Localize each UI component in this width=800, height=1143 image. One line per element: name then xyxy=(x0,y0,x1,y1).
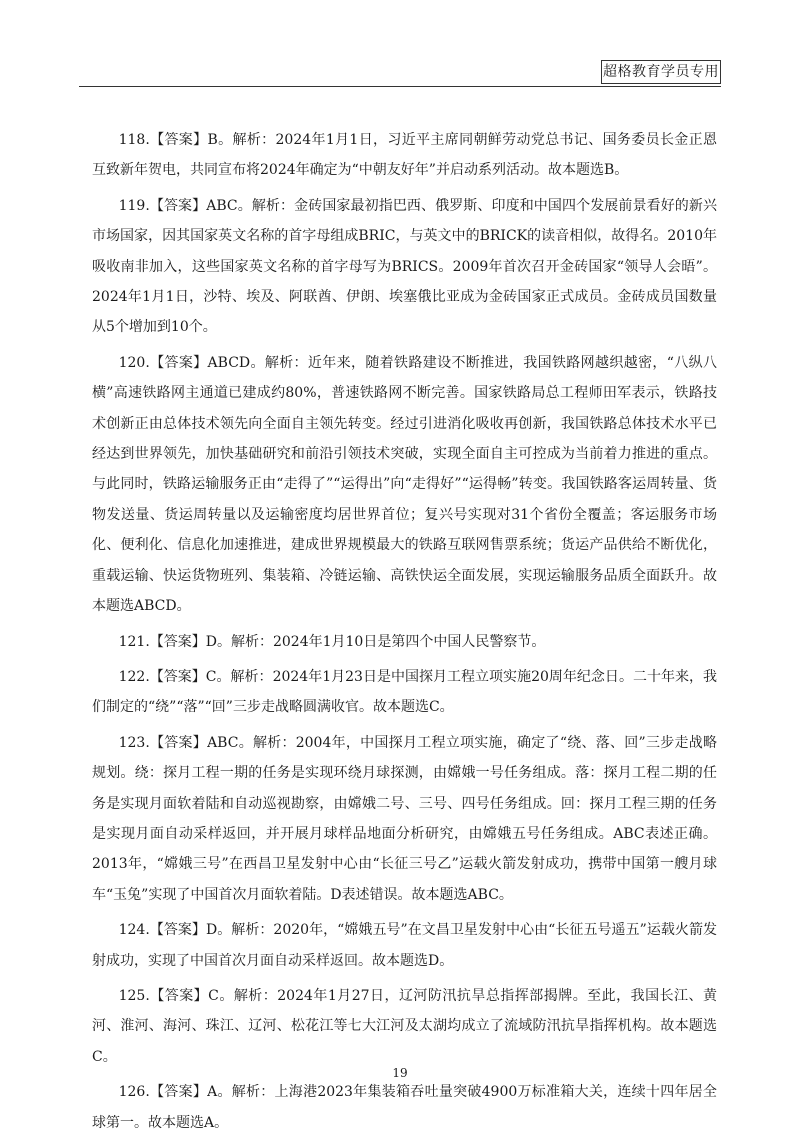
answer-125: 125.【答案】C。解析：2024年1月27日，辽河防汛抗旱总指挥部揭牌。至此，我国长江、黄河、淮河、海河、珠江、辽河、松花江等七大江河及太湖均成立了流域防汛抗旱指挥机构。故本题选C。 xyxy=(92,987,717,1065)
answer-120: 120.【答案】ABCD。解析：近年来，随着铁路建设不断推进，我国铁路网越织越密，“八纵八横”高速铁路网主通道已建成约80%，普速铁路网不断完善。国家铁路局总工程师田军表示，铁路技术创新正由总体技术领先向全面自主领先转变。经过引进消化吸收再创新，我国铁路总体技术水平已经达到世界领先，加快基础研究和前沿引领技术突破，实现全面自主可控成为当前着力推进的重点。与此同时，铁路运输服务正由“走得了”“运得出”向“走得好”“运得畅”转变。我国铁路客运周转量、货物发送量、货运周转量以及运输密度均居世界首位；复兴号实现对31个省份全覆盖；客运服务市场化、便利化、信息化加速推进，建成世界规模最大的铁路互联网售票系统；货运产品供给不断优化，重载运输、快运货物班列、集装箱、冷链运输、高铁快运全面发展，实现运输服务品质全面跃升。故本题选ABCD。 xyxy=(92,354,717,615)
answer-126: 126.【答案】A。解析：上海港2023年集装箱吞吐量突破4900万标准箱大关，连续十四年居全球第一。故本题选A。 xyxy=(92,1084,717,1131)
answer-124: 124.【答案】D。解析：2020年，“嫦娥五号”在文昌卫星发射中心由“长征五号遥五”运载火箭发射成功，实现了中国首次月面自动采样返回。故本题选D。 xyxy=(92,922,717,969)
answer-121: 121.【答案】D。解析：2024年1月10日是第四个中国人民警察节。 xyxy=(118,633,546,650)
page-number: 19 xyxy=(392,1066,408,1080)
answer-123: 123.【答案】ABC。解析：2004年，中国探月工程立项实施，确定了“绕、落、回”三步走战略规划。绕：探月工程一期的任务是实现环绕月球探测，由嫦娥一号任务组成。落：探月工程二期的任务是实现月面软着陆和自动巡视勘察，由嫦娥二号、三号、四号任务组成。回：探月工程三期的任务是实现月面自动采样返回，并开展月球样品地面分析研究，由嫦娥五号任务组成。ABC表述正确。2013年，“嫦娥三号”在西昌卫星发射中心由“长征三号乙”运载火箭发射成功，携带中国第一艘月球车“玉兔”实现了中国首次月面软着陆。D表述错误。故本题选ABC。 xyxy=(92,734,717,903)
answer-119: 119.【答案】ABC。解析：金砖国家最初指巴西、俄罗斯、印度和中国四个发展前景看好的新兴市场国家，因其国家英文名称的首字母组成BRIC，与英文中的BRICK的读音相似，故得名。2010年吸收南非加入，这些国家英文名称的首字母写为BRICS。2009年首次召开金砖国家“领导人会晤”。2024年1月1日，沙特、埃及、阿联酋、伊朗、埃塞俄比亚成为金砖国家正式成员。金砖成员国数量从5个增加到10个。 xyxy=(92,197,717,336)
answer-122: 122.【答案】C。解析：2024年1月23日是中国探月工程立项实施20周年纪念日。二十年来，我们制定的“绕”“落”“回”三步走战略圆满收官。故本题选C。 xyxy=(92,668,717,716)
answer-explanations xyxy=(92,125,717,1143)
header-label: 超格教育学员专用 xyxy=(601,60,721,84)
header-divider xyxy=(79,86,721,87)
answer-118: 118.【答案】B。解析：2024年1月1日，习近平主席同朝鲜劳动党总书记、国务委员长金正恩互致新年贺电，共同宣布将2024年确定为“中朝友好年”并启动系列活动。故本题选B。 xyxy=(92,132,717,179)
